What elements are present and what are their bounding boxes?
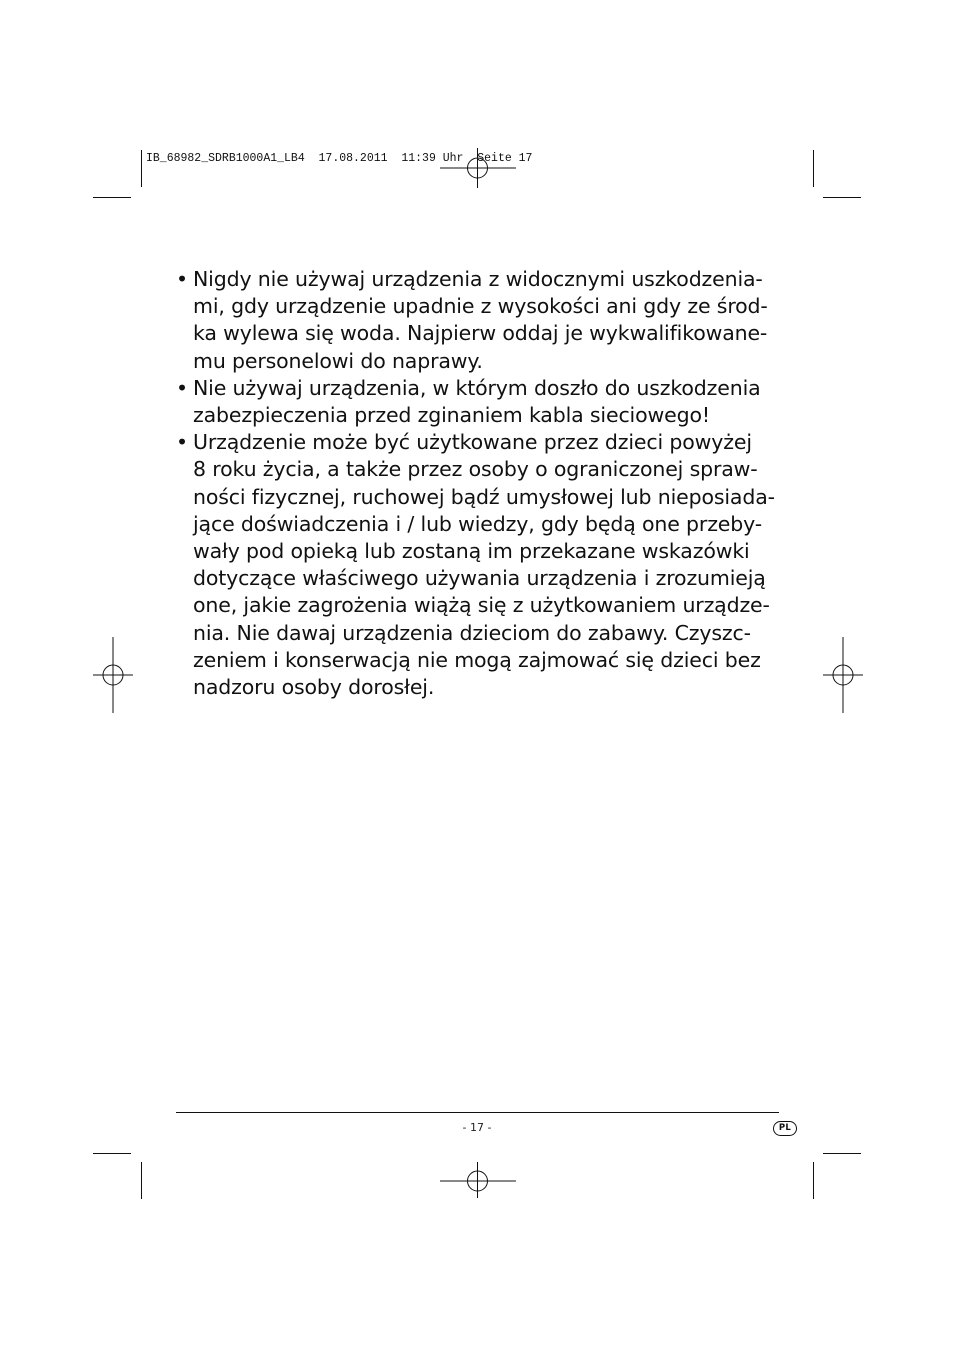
text-line: mi, gdy urządzenie upadnie z wysokości ani gdy ze środ- xyxy=(193,294,768,319)
text-line: dotyczące właściwego używania urządzenia i zrozumieją xyxy=(193,566,766,591)
text-line: one, jakie zagrożenia wiążą się z użytkowaniem urządze- xyxy=(193,593,770,618)
bullet-dot: • xyxy=(176,430,188,455)
bullet-dot: • xyxy=(176,267,188,291)
text-line: 8 roku życia, a także przez osoby o ograniczonej spraw- xyxy=(193,457,758,482)
crop-mark xyxy=(93,197,131,198)
text-line: zabezpieczenia przed zginaniem kabla sieciowego! xyxy=(193,403,710,428)
print-slug: IB_68982_SDRB1000A1_LB4 17.08.2011 11:39 Uhr Seite 17 xyxy=(146,152,533,165)
safety-instructions xyxy=(176,266,786,701)
crop-mark xyxy=(141,150,142,187)
text-line: zeniem i konserwacją nie mogą zajmować się dzieci bez xyxy=(193,647,761,672)
bullet-item xyxy=(176,429,786,701)
text-line: Urządzenie może być użytkowane przez dzieci powyżej xyxy=(193,430,752,455)
page-number: - 17 - xyxy=(462,1121,492,1134)
bullet-item xyxy=(176,375,786,429)
crop-mark xyxy=(813,150,814,187)
text-line: ności fizycznej, ruchowej bądź umysłowej lub nieposiada- xyxy=(193,484,775,509)
text-line: nadzoru osoby dorosłej. xyxy=(193,675,435,700)
text-line: jące doświadczenia i / lub wiedzy, gdy będą one przeby- xyxy=(193,511,763,536)
footer-rule xyxy=(176,1112,779,1113)
registration-mark-bottom xyxy=(440,1162,516,1198)
registration-mark-left xyxy=(93,637,133,713)
text-line: nia. Nie dawaj urządzenia dzieciom do zabawy. Czyszc- xyxy=(193,620,751,645)
crop-mark xyxy=(813,1162,814,1199)
crop-mark xyxy=(93,1153,131,1154)
crop-mark xyxy=(823,197,861,198)
registration-mark-right xyxy=(823,637,863,713)
text-line: ka wylewa się woda. Najpierw oddaj je wykwalifikowane- xyxy=(193,321,768,346)
language-badge: PL xyxy=(773,1121,797,1136)
bullet-item xyxy=(176,266,786,375)
registration-mark-top xyxy=(440,148,516,188)
crop-mark xyxy=(823,1153,861,1154)
text-line: mu personelowi do naprawy. xyxy=(193,348,483,373)
text-line: Nigdy nie używaj urządzenia z widocznymi uszkodzenia- xyxy=(193,267,763,291)
crop-mark xyxy=(141,1162,142,1199)
text-line: Nie używaj urządzenia, w którym doszło do uszkodzenia xyxy=(193,375,761,400)
bullet-dot: • xyxy=(176,375,188,400)
text-line: wały pod opieką lub zostaną im przekazane wskazówki xyxy=(193,539,750,564)
